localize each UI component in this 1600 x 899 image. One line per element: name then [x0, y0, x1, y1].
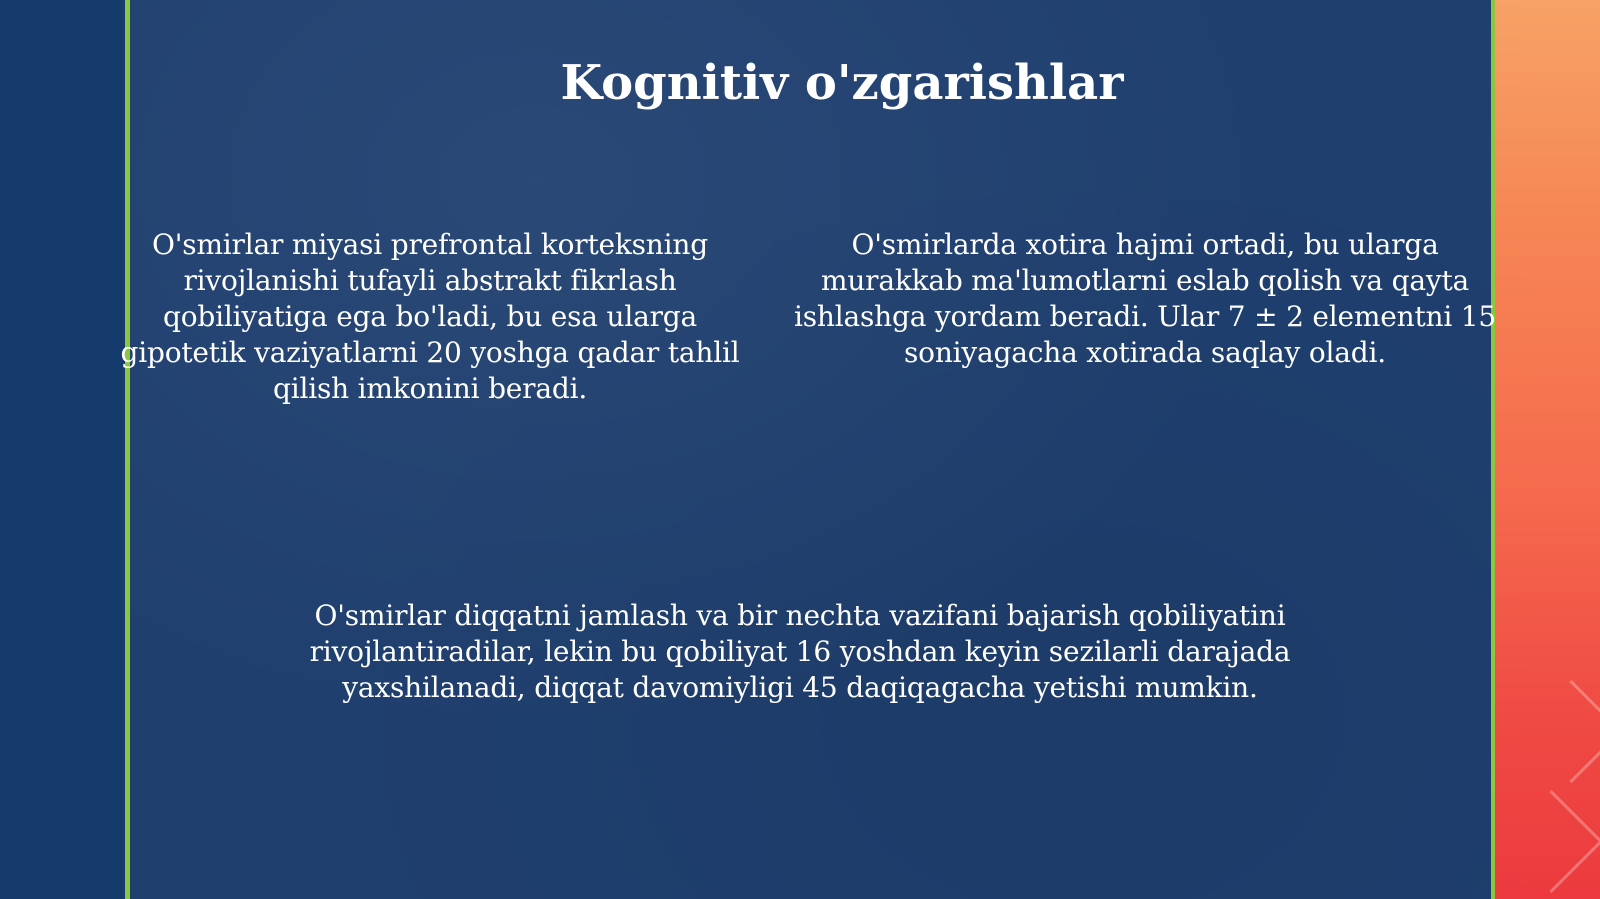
paragraph-attention: O'smirlar diqqatni jamlash va bir nechta vazifani bajarish qobiliyatini rivojlantiradilar, lekin bu qobiliyat 16 yoshdan keyin sezilarli darajada yaxshilanadi, diqqat davomiyligi 45 daqiqagacha yetishi mumkin.: [309, 599, 1291, 704]
left-band: [0, 0, 127, 899]
chevron-decoration-icon: [1520, 680, 1600, 783]
paragraph-memory: O'smirlarda xotira hajmi ortadi, bu ularga murakkab ma'lumotlarni eslab qolish va qayta ishlashga yordam beradi. Ular 7 ± 2 elementni 15 soniyagacha xotirada saqlay oladi.: [793, 228, 1497, 369]
left-accent-line: [125, 0, 130, 899]
slide-panel: [127, 0, 1493, 899]
right-decorative-gradient: [1495, 0, 1600, 899]
slide-title: Kognitiv o'zgarishlar: [560, 55, 1124, 111]
paragraph-abstract-thinking: O'smirlar miyasi prefrontal korteksning rivojlanishi tufayli abstrakt fikrlash qobiliyatiga ega bo'ladi, bu esa ularga gipotetik vaziyatlarni 20 yoshga qadar tahlil qilish imkonini beradi.: [120, 228, 740, 405]
chevron-decoration-icon: [1500, 790, 1600, 893]
